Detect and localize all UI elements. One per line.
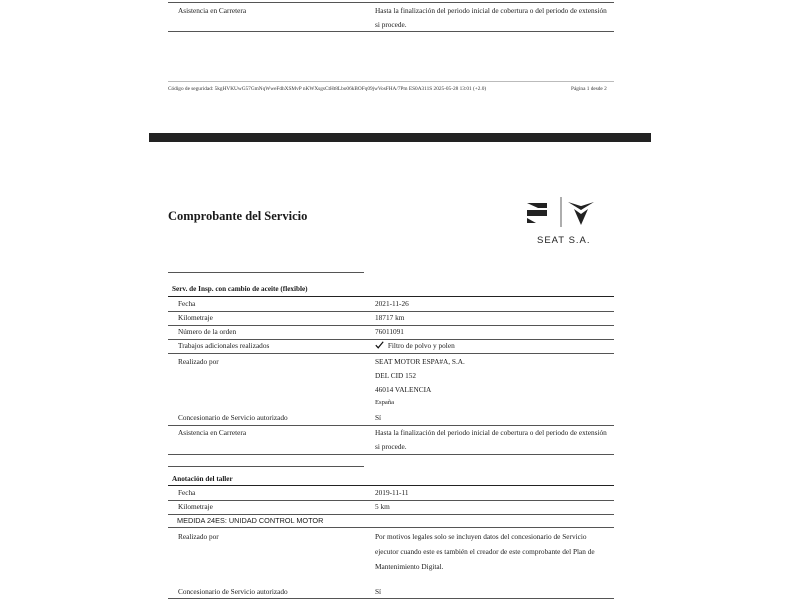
workshop-date-label: Fecha (178, 488, 196, 497)
service-authorized-label: Concesionario de Servicio autorizado (178, 413, 288, 422)
checkmark-icon (375, 341, 384, 349)
service-doneby-line-3: 46014 VALENCIA (375, 385, 432, 394)
workshop-authorized-value: Sí (375, 587, 382, 596)
page-title: Comprobante del Servicio (168, 209, 308, 223)
service-assistance-row (168, 426, 614, 440)
footer-divider (168, 81, 614, 82)
workshop-doneby-label: Realizado por (178, 532, 219, 541)
prev-assistance-value-1: Hasta la finalización del periodo inicial de cobertura o del periodo de extensión (375, 6, 607, 15)
workshop-doneby-row (168, 530, 614, 544)
workshop-mileage-value: 5 km (375, 502, 390, 511)
service-order-value: 76011091 (375, 327, 404, 336)
page-number: Página 1 desde 2 (571, 86, 607, 92)
prev-assistance-label: Asistencia en Carretera (178, 6, 247, 15)
workshop-mileage-label: Kilometraje (178, 502, 213, 511)
service-assistance-row-cont (168, 440, 614, 454)
prev-assistance-row-cont (168, 18, 614, 32)
workshop-note: MEDIDA 24ES: UNIDAD CONTROL MOTOR (177, 516, 324, 525)
workshop-doneby-line-1: Por motivos legales solo se incluyen datos del concesionario de Servicio (375, 532, 587, 541)
service-doneby-row (168, 355, 614, 369)
service-authorized-value: Sí (375, 413, 382, 422)
service-mileage-label: Kilometraje (178, 313, 213, 322)
service-extra-row (168, 339, 614, 353)
service-order-label: Número de la orden (178, 327, 237, 336)
row-divider (168, 454, 614, 455)
service-assistance-value-1: Hasta la finalización del periodo inicial de cobertura o del periodo de extensión (375, 428, 607, 437)
row-divider (168, 353, 614, 354)
service-doneby-line-4: España (375, 399, 395, 406)
seat-logo-icon (527, 203, 547, 223)
service-doneby-row-4 (168, 397, 614, 411)
service-doneby-line-1: SEAT MOTOR ESPA#A, S.A. (375, 357, 465, 366)
service-extra-label: Trabajos adicionales realizados (178, 341, 270, 350)
service-assistance-value-2: si procede. (375, 442, 407, 451)
workshop-date-row (168, 486, 614, 500)
prev-assistance-value-2: si procede. (375, 20, 407, 29)
section-top-line (168, 466, 364, 467)
workshop-doneby-line-3: Mantenimiento Digital. (375, 562, 444, 571)
row-divider (168, 598, 614, 599)
brand-name: SEAT S.A. (537, 235, 591, 246)
security-code: Código de seguridad: 5kgHVKUwG57GmNqWweFdhXSMvP nKWXsgsCtHt8Lbo06kBOFq09jwVosFHA/7Pm ES0A311S 2025-05-28 13:01 (+2.0) (168, 86, 487, 92)
service-extra-value: Filtro de polvo y polen (387, 341, 455, 350)
service-date-label: Fecha (178, 299, 196, 308)
page-separator (149, 133, 651, 142)
section-top-line (168, 272, 364, 273)
workshop-authorized-label: Concesionario de Servicio autorizado (178, 587, 288, 596)
row-divider (168, 514, 614, 515)
workshop-section-title: Anotación del taller (172, 475, 233, 483)
service-order-row (168, 325, 614, 339)
logo-svg (524, 195, 604, 235)
workshop-doneby-line-2: ejecutor cuando este es también el creador de este comprobante del Plan de (375, 547, 595, 556)
service-doneby-line-2: DEL CID 152 (375, 371, 417, 380)
prev-assistance-row (168, 4, 614, 18)
service-assistance-label: Asistencia en Carretera (178, 428, 247, 437)
workshop-authorized-row (168, 585, 614, 599)
service-mileage-row (168, 311, 614, 325)
service-doneby-label: Realizado por (178, 357, 219, 366)
workshop-mileage-row (168, 500, 614, 514)
service-doneby-row-2 (168, 369, 614, 383)
workshop-date-value: 2019-11-11 (375, 488, 409, 497)
service-date-value: 2021-11-26 (375, 299, 409, 308)
service-doneby-row-3 (168, 383, 614, 397)
row-divider (168, 2, 614, 3)
row-divider (168, 527, 614, 528)
row-divider (168, 31, 614, 32)
service-authorized-row (168, 411, 614, 425)
cupra-logo-icon (568, 202, 594, 225)
workshop-doneby-row-2 (168, 545, 614, 559)
service-extra-value-wrap (375, 341, 455, 350)
service-section-title: Serv. de Insp. con cambio de aceite (flexible) (172, 285, 308, 293)
service-mileage-value: 18717 km (375, 313, 405, 322)
service-date-row (168, 297, 614, 311)
workshop-doneby-row-3 (168, 560, 614, 574)
